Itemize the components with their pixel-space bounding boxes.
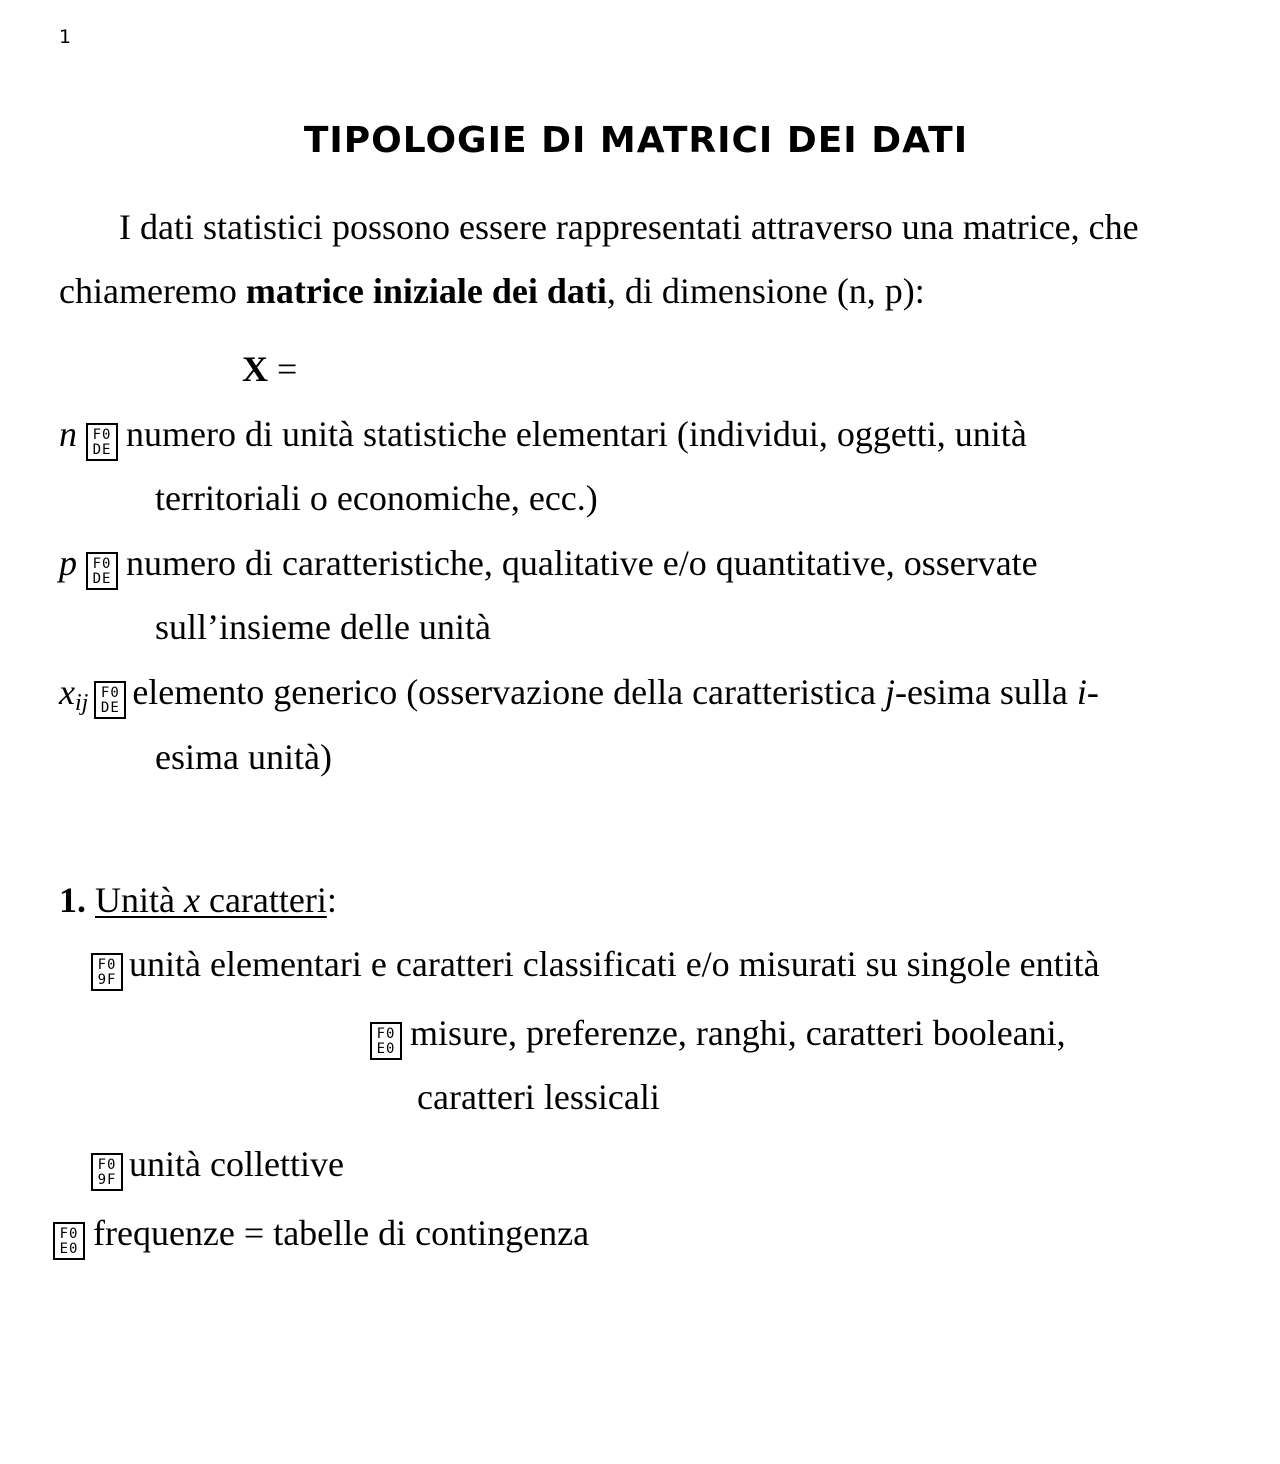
missing-glyph-bullet-icon: F0 9F <box>91 953 123 991</box>
definition-xij-text: elemento generico (osservazione della caratteristica <box>132 672 885 712</box>
bullet-item-2 <box>91 1144 344 1191</box>
hyphen: - <box>1086 672 1099 712</box>
sub-item-1 <box>370 1013 1066 1060</box>
bullet-item-1-text: unità elementari e caratteri classificati e/o misurati su singole entità <box>129 944 1100 984</box>
missing-glyph-icon: F0 DE <box>86 423 118 461</box>
definition-n-text: numero di unità statistiche elementari (individui, oggetti, unità <box>126 414 1027 454</box>
page-number: 1 <box>59 26 72 48</box>
symbol-n: n <box>59 414 77 454</box>
missing-glyph-icon: F0 DE <box>94 681 126 719</box>
symbol-p: p <box>59 543 77 583</box>
index-j: j <box>884 672 895 712</box>
subscript-ij: ij <box>74 690 89 716</box>
intro-bold-term: matrice iniziale dei dati <box>245 271 607 311</box>
definition-n <box>59 414 1027 461</box>
symbol-x: x <box>59 672 75 712</box>
intro-text: chiameremo <box>59 271 246 311</box>
section-title: Unità x caratteri <box>95 880 327 920</box>
sub-item-1-continuation: caratteri lessicali <box>417 1077 660 1117</box>
sub-item-2 <box>53 1213 589 1260</box>
section-heading <box>59 880 337 920</box>
definition-p <box>59 543 1038 590</box>
intro-text-end: , di dimensione (n, p): <box>606 271 925 311</box>
equals-sign: = <box>268 349 298 389</box>
matrix-symbol: X <box>242 349 268 389</box>
matrix-equation <box>242 349 297 389</box>
definition-xij-text-2: -esima sulla <box>894 672 1077 712</box>
page-title: TIPOLOGIE DI MATRICI DEI DATI <box>303 120 969 161</box>
definition-p-continuation: sull’insieme delle unità <box>155 607 491 647</box>
missing-glyph-icon: F0 DE <box>86 552 118 590</box>
sub-item-2-text: frequenze = tabelle di contingenza <box>93 1213 590 1253</box>
intro-line-1: I dati statistici possono essere rappresentati attraverso una matrice, che <box>119 207 1139 247</box>
missing-glyph-bullet-icon: F0 9F <box>91 1153 123 1191</box>
section-number: 1. <box>59 880 86 920</box>
bullet-item-2-text: unità collettive <box>129 1144 344 1184</box>
intro-line-2 <box>59 271 925 311</box>
definition-xij-continuation: esima unità) <box>155 737 332 777</box>
missing-glyph-arrow-icon: F0 E0 <box>53 1222 85 1260</box>
bullet-item-1 <box>91 944 1100 991</box>
sub-item-1-text: misure, preferenze, ranghi, caratteri booleani, <box>410 1013 1066 1053</box>
definition-n-continuation: territoriali o economiche, ecc.) <box>155 478 598 518</box>
definition-p-text: numero di caratteristiche, qualitative e/o quantitative, osservate <box>126 543 1038 583</box>
definition-xij <box>59 672 1099 719</box>
section-colon: : <box>326 880 337 920</box>
index-i: i <box>1076 672 1087 712</box>
missing-glyph-arrow-icon: F0 E0 <box>370 1022 402 1060</box>
